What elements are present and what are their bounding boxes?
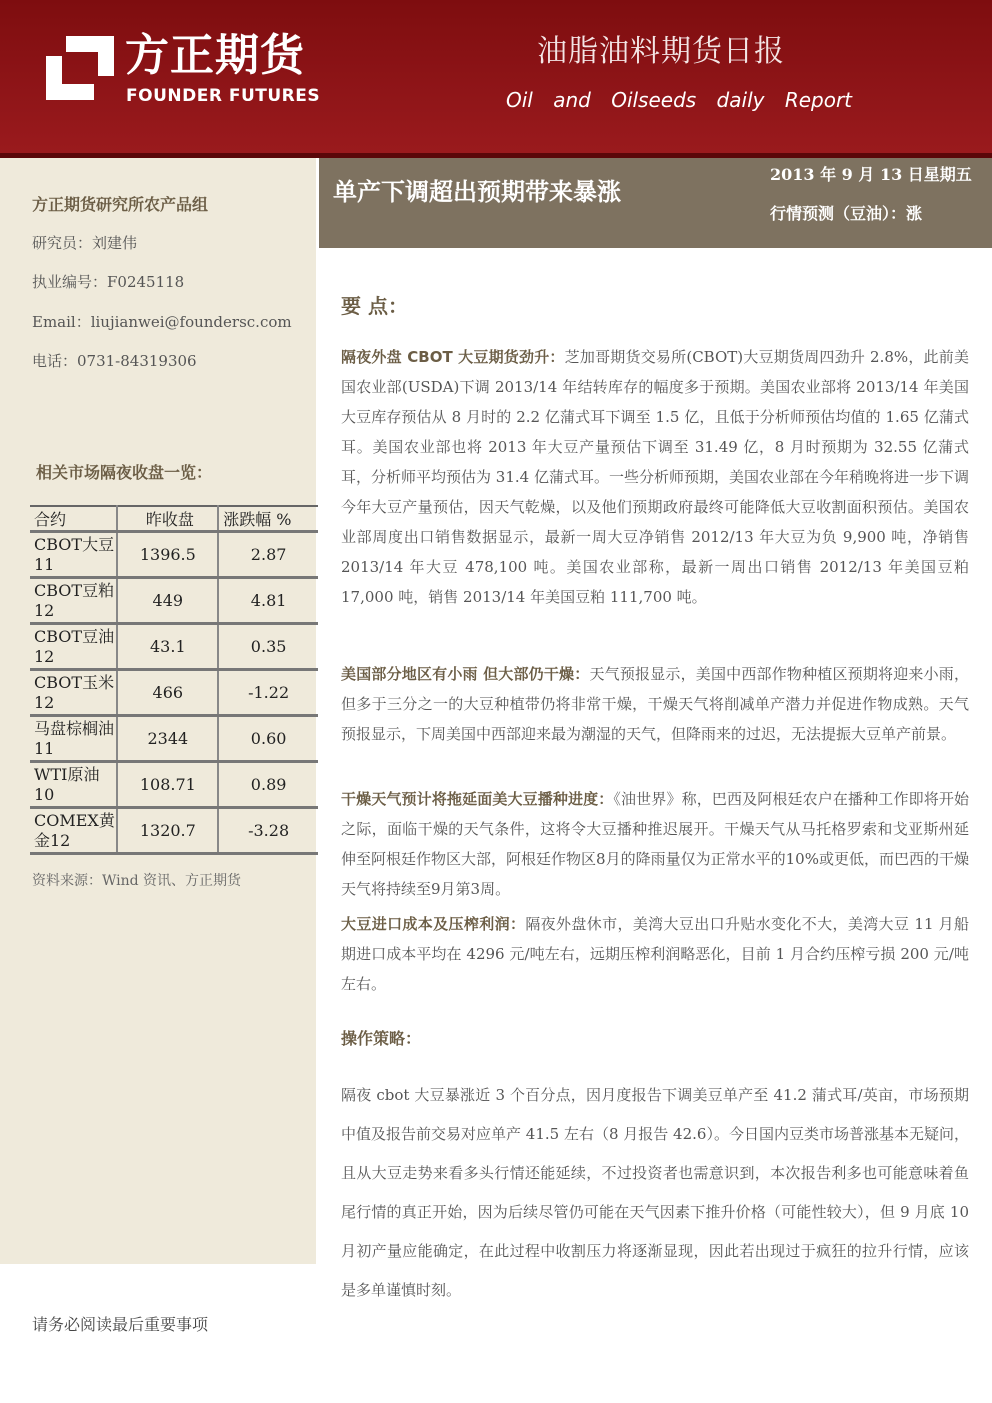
section-body: 隔夜外盘休市，美湾大豆出口升贴水变化不大，美湾大豆 11 月船期进口成本平均在 4296 元/吨左右，远期压榨利润略恶化，目前 1 月合约压榨亏损 200 元/吨左右。: [341, 915, 969, 993]
section-heading: 大豆进口成本及压榨利润：: [341, 915, 526, 933]
table-row: [30, 716, 318, 762]
close-price: 449: [117, 578, 218, 624]
section-us-weather: [341, 659, 969, 749]
market-table: [30, 505, 318, 855]
report-title-cn: 油脂油料期货日报: [537, 34, 785, 69]
change-pct: 0.35: [218, 624, 318, 670]
section-heading: 隔夜外盘 CBOT 大豆期货劲升：: [341, 348, 565, 366]
data-source: 资料来源：Wind 资讯、方正期货: [32, 873, 242, 889]
market-heading: 相关市场隔夜收盘一览：: [36, 463, 213, 482]
report-headline: 单产下调超出预期带来暴涨: [333, 178, 621, 206]
logo-english-name: FOUNDER FUTURES: [126, 86, 321, 106]
contract-name: CBOT大豆11: [30, 532, 117, 578]
section-body: 芝加哥期货交易所(CBOT)大豆期货周四劲升 2.8%，此前美国农业部(USDA)下调 2013/14 年结转库存的幅度多于预期。美国农业部将 2013/14 年美国大豆库存预估从 8 月时的 2.2 亿蒲式耳下调至 1.5 亿，且低于分析师预估均值的 1.65 亿蒲式耳。美国农业部也将 2013 年大豆产量预估下调至 31.49 亿，8 月时预期为 32.55 亿蒲式耳，分析师平均预估为 31.4 亿蒲式耳。一些分析师预期，美国农业部在今年稍晚将进一步下调今年大豆产量预估，因天气乾燥，以及他们预期政府最终可能降低大豆收割面积预估。美国农业部周度出口销售数据显示，最新一周大豆净销售 2012/13 年大豆为负 9,900 吨，净销售 2013/14 年大豆 478,100 吨。美国农业部称，最新一周出口销售 2012/13 年美国豆粕 17,000 吨，销售 2013/14 年美国豆粕 111,700 吨。: [341, 348, 969, 606]
report-date: 2013 年 9 月 13 日星期五: [770, 165, 972, 184]
contract-name: COMEX黄金12: [30, 808, 117, 854]
analyst-phone: 电话：0731-84319306: [32, 352, 197, 370]
change-pct: 4.81: [218, 578, 318, 624]
table-header-row: [30, 506, 318, 532]
table-row: [30, 532, 318, 578]
change-pct: -1.22: [218, 670, 318, 716]
column-header: 合约: [30, 506, 117, 532]
market-forecast: 行情预测（豆油）：涨: [770, 204, 923, 223]
table-row: [30, 808, 318, 854]
change-pct: 0.89: [218, 762, 318, 808]
change-pct: 0.60: [218, 716, 318, 762]
research-group: 方正期货研究所农产品组: [32, 195, 209, 214]
contract-name: CBOT玉米12: [30, 670, 117, 716]
contract-name: WTI原油10: [30, 762, 117, 808]
report-header: [0, 0, 992, 153]
table-row: [30, 578, 318, 624]
column-header: 昨收盘: [117, 506, 218, 532]
section-body: 天气预报显示，美国中西部作物种植区预期将迎来小雨，但多于三分之一的大豆种植带仍将非常干燥，干燥天气将削减单产潜力并促进作物成熟。天气预报显示，下周美国中西部迎来最为潮湿的天气，但降雨来的过迟，无法提振大豆单产前景。: [341, 665, 969, 743]
license-number: 执业编号：F0245118: [32, 273, 185, 291]
analyst-name: 研究员：刘建伟: [32, 234, 138, 252]
change-pct: -3.28: [218, 808, 318, 854]
founder-logo-icon: [46, 36, 114, 100]
analyst-email: Email：liujianwei@foundersc.com: [32, 313, 292, 331]
change-pct: 2.87: [218, 532, 318, 578]
section-import-cost: [341, 909, 969, 999]
close-price: 2344: [117, 716, 218, 762]
table-row: [30, 624, 318, 670]
contract-name: 马盘棕榈油11: [30, 716, 117, 762]
disclaimer-note: 请务必阅读最后重要事项: [32, 1315, 209, 1334]
contract-name: CBOT豆粕12: [30, 578, 117, 624]
section-heading: 美国部分地区有小雨 但大部仍干燥：: [341, 665, 590, 683]
key-points-heading: 要 点：: [341, 294, 408, 318]
column-header: 涨跌幅 %: [218, 506, 318, 532]
strategy-body: 隔夜 cbot 大豆暴涨近 3 个百分点，因月度报告下调美豆单产至 41.2 蒲式耳/英亩，市场预期中值及报告前交易对应单产 41.5 左右（8 月报告 42.6）。今日国内豆类市场普涨基本无疑问，且从大豆走势来看多头行情还能延续，不过投资者也需意识到，本次报告利多也可能意味着鱼尾行情的真正开始，因为后续尽管仍可能在天气因素下推升价格（可能性较大），但 9 月底 10 月初产量应能确定，在此过程中收割压力将逐渐显现，因此若出现过于疯狂的拉升行情，应该是多单谨慎时刻。: [341, 1086, 969, 1299]
section-heading: 干燥天气预计将拖延面美大豆播种进度：: [341, 790, 614, 808]
close-price: 43.1: [117, 624, 218, 670]
table-row: [30, 762, 318, 808]
close-price: 108.71: [117, 762, 218, 808]
section-body: 《油世界》称，巴西及阿根廷农户在播种工作即将开始之际，面临干燥的天气条件，这将令大豆播种推迟展开。干燥天气从马托格罗索和戈亚斯州延伸至阿根廷作物区大部，阿根廷作物区8月的降雨量仅为正常水平的10%或更低，而巴西的干燥天气将持续至9月第3周。: [341, 790, 969, 898]
table-row: [30, 670, 318, 716]
section-south-america: [341, 784, 969, 904]
strategy-heading: 操作策略：: [341, 1029, 422, 1048]
close-price: 466: [117, 670, 218, 716]
contract-name: CBOT豆油12: [30, 624, 117, 670]
logo-chinese-name: 方正期货: [125, 30, 305, 81]
close-price: 1396.5: [117, 532, 218, 578]
close-price: 1320.7: [117, 808, 218, 854]
report-title-en: Oil and Oilseeds daily Report: [506, 88, 853, 112]
section-overnight-cbot: [341, 342, 969, 612]
